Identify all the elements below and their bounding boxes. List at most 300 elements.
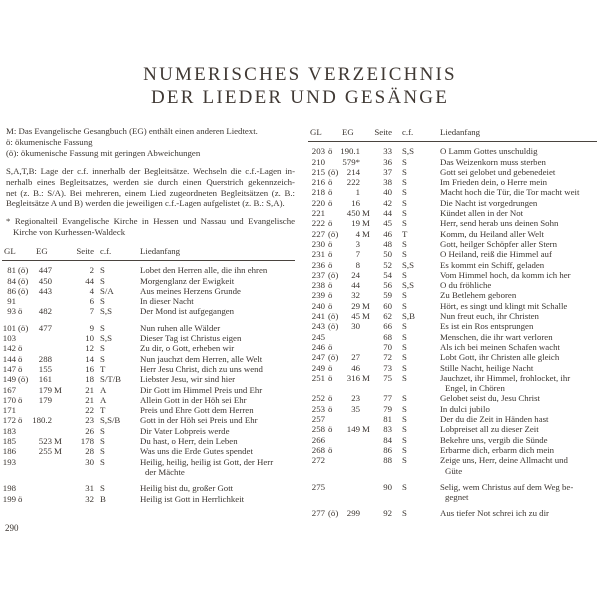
song-title-line: Die Nacht ist vorgedrungen — [440, 197, 538, 208]
song-title-line: Nun ruhen alle Wälder — [140, 322, 221, 333]
seite-number: 44 — [85, 275, 94, 286]
eg-number: 24 — [351, 269, 360, 280]
gl-number: 81 — [7, 265, 16, 276]
gl-number: 101 — [2, 322, 16, 333]
eg-number: 450 — [346, 208, 360, 219]
cf-value: S — [402, 362, 407, 373]
table-row — [2, 483, 295, 493]
seite-number: 56 — [383, 280, 392, 291]
table-row — [2, 354, 295, 364]
song-title-line2: Engel, in Chören — [445, 383, 505, 394]
legend-line-oe-paren: (ö): ökumenische Fassung mit geringen Abweichungen — [6, 147, 201, 158]
seite-number: 9 — [89, 322, 94, 333]
song-title — [140, 483, 295, 493]
gl-number: 238 — [311, 280, 325, 291]
cf-value: S — [100, 456, 105, 467]
seite-number: 42 — [383, 197, 392, 208]
oekumene-marker: ö — [328, 393, 333, 404]
song-title-line: Was uns die Erde Gutes spendet — [140, 446, 253, 457]
header-cf: c.f. — [100, 246, 112, 256]
row-group — [308, 146, 597, 476]
song-title-line: Liebster Jesu, wir sind hier — [140, 374, 236, 385]
seite-number: 40 — [383, 187, 392, 198]
eg-number: 44 — [351, 280, 360, 291]
eg-m-suffix: M — [362, 311, 370, 322]
oekumene-marker: ö — [18, 493, 23, 504]
cf-value: S,S — [100, 306, 112, 317]
row-group — [308, 482, 597, 503]
eg-number: 288 — [38, 353, 52, 364]
legend-text-line: nerhalb eines Begleitsatzes, werden sie durch einen Querstrich gekennzeich- — [6, 176, 295, 187]
song-title — [440, 414, 597, 424]
gl-number: 230 — [311, 238, 325, 249]
gl-number: 147 — [2, 363, 16, 374]
table-row — [308, 332, 597, 342]
eg-number: 477 — [38, 322, 52, 333]
table-row — [308, 373, 597, 394]
song-title — [440, 239, 597, 249]
oekumene-marker: ö — [328, 249, 333, 260]
cf-value: S — [402, 290, 407, 301]
oekumene-marker: ö — [18, 343, 23, 354]
song-title-line: Kündet allen in der Not — [440, 208, 524, 219]
cf-value: S — [402, 177, 407, 188]
header-eg: EG — [342, 127, 354, 137]
table-row — [2, 286, 295, 296]
table-row — [2, 457, 295, 478]
eg-number: 1 — [355, 187, 360, 198]
gl-number: 245 — [311, 331, 325, 342]
cf-value: A — [100, 394, 107, 405]
seite-number: 73 — [383, 362, 392, 373]
song-title — [440, 508, 597, 518]
cf-value: S — [402, 331, 407, 342]
gl-number: 86 — [7, 285, 16, 296]
oekumene-marker: ö — [328, 372, 333, 383]
eg-number: 482 — [38, 306, 52, 317]
song-title-line: Heilig ist Gott in Herrlichkeit — [140, 493, 245, 504]
table-row — [308, 321, 597, 331]
cf-value: S — [402, 238, 407, 249]
song-title-line: Herr Jesu Christ, dich zu uns wend — [140, 363, 263, 374]
gl-number: 266 — [311, 434, 325, 445]
table-row — [2, 364, 295, 374]
song-title-line: Hört, es singt und klingt mit Schalle — [440, 300, 568, 311]
song-title-line: Herr, send herab uns deinen Sohn — [440, 218, 559, 229]
seite-number: 22 — [85, 405, 94, 416]
legend-line-m: M: Das Evangelische Gesangbuch (EG) enthält einen anderen Liedtext. — [6, 126, 258, 136]
eg-m-suffix: M — [362, 218, 370, 229]
song-title-line: Der du die Zeit in Händen hast — [440, 414, 549, 425]
eg-number: 579* — [342, 156, 360, 167]
seite-number: 31 — [85, 483, 94, 494]
song-title-line: Der Mond ist aufgegangen — [140, 306, 235, 317]
cf-value: S/A — [100, 285, 114, 296]
song-title-line: Gott, heilger Schöpfer aller Stern — [440, 238, 558, 249]
seite-number: 62 — [383, 311, 392, 322]
eg-number: 180.2 — [32, 415, 52, 426]
legend-abbreviations — [6, 126, 295, 159]
oekumene-marker: ö — [328, 444, 333, 455]
eg-number: 149 — [346, 424, 360, 435]
row-group — [2, 265, 295, 316]
gl-number: 277 — [311, 508, 325, 519]
seite-number: 70 — [383, 341, 392, 352]
table-row — [2, 296, 295, 306]
seite-number: 14 — [85, 353, 94, 364]
table-row — [308, 157, 597, 167]
gl-number: 220 — [311, 197, 325, 208]
seite-number: 12 — [85, 343, 94, 354]
table-row — [308, 218, 597, 228]
gl-number: 91 — [7, 296, 16, 307]
song-title — [440, 260, 597, 270]
song-title-line: Als ich bei meinen Schafen wacht — [440, 341, 560, 352]
gl-number: 183 — [2, 425, 16, 436]
legend-text-line: net (z. B.: S/A). Bei mehreren, einem Lied zugeordneten Begleitsätzen (z. B.: — [6, 187, 295, 198]
seite-number: 59 — [383, 290, 392, 301]
cf-value: S — [100, 436, 105, 447]
song-title-line: Du hast, o Herr, dein Leben — [140, 436, 238, 447]
oekumene-marker: ö — [18, 394, 23, 405]
table-body-left — [2, 265, 295, 504]
header-seite: Seite — [374, 127, 392, 137]
gl-number: 193 — [2, 456, 16, 467]
cf-value: S — [100, 275, 105, 286]
seite-number: 28 — [85, 446, 94, 457]
eg-number: 23 — [351, 393, 360, 404]
song-title-line: Nun jauchzt dem Herren, alle Welt — [140, 353, 263, 364]
oekumene-marker: ö — [328, 187, 333, 198]
song-title — [440, 342, 597, 352]
table-row — [2, 306, 295, 316]
cf-value: S — [402, 508, 407, 519]
cf-value: S — [402, 156, 407, 167]
eg-number: 190.1 — [340, 146, 360, 157]
page-title — [0, 63, 600, 109]
song-title — [440, 229, 597, 239]
song-title-line: Lobt Gott, ihr Christen alle gleich — [440, 352, 560, 363]
song-title-line: Menschen, die ihr wart verloren — [440, 331, 553, 342]
table-row — [308, 352, 597, 362]
song-title-line: Gott sei gelobet und gebenedeiet — [440, 166, 556, 177]
song-title — [140, 395, 295, 405]
eg-m-suffix: M — [362, 208, 370, 219]
legend-text-line: * Regionalteil Evangelische Kirche in Hessen und Nassau und Evangelische — [6, 216, 295, 227]
legend-regional-footnote — [6, 216, 295, 238]
eg-m-suffix: M — [54, 436, 62, 447]
header-liedanfang: Liedanfang — [440, 127, 481, 137]
legend-text-line: Kirche von Kurhessen-Waldeck — [13, 227, 126, 238]
seite-number: 81 — [383, 414, 392, 425]
song-title — [440, 352, 597, 362]
song-title — [440, 311, 597, 321]
song-title — [440, 321, 597, 331]
song-title — [140, 333, 295, 343]
seite-number: 72 — [383, 352, 392, 363]
cf-value: S,S — [402, 146, 414, 157]
cf-value: S — [402, 455, 407, 466]
seite-number: 48 — [383, 238, 392, 249]
table-row — [2, 333, 295, 343]
song-title-line: Jauchzet, ihr Himmel, frohlocket, ihr — [440, 372, 571, 383]
cf-value: S/T/B — [100, 374, 122, 385]
song-title-line: Nun freut euch, ihr Christen — [440, 311, 539, 322]
table-row — [308, 177, 597, 187]
header-cf: c.f. — [402, 127, 414, 137]
song-title — [440, 167, 597, 177]
table-row — [308, 404, 597, 414]
gl-number: 231 — [311, 249, 325, 260]
gl-number: 149 — [2, 374, 16, 385]
seite-number: 90 — [383, 481, 392, 492]
legend-line-oe: ö: ökumenische Fassung — [6, 136, 93, 147]
song-title-line: Allein Gott in der Höh sei Ehr — [140, 394, 247, 405]
eg-number: 3 — [355, 238, 360, 249]
gl-number: 103 — [2, 333, 16, 344]
gl-number: 247 — [311, 352, 325, 363]
table-row — [308, 455, 597, 476]
song-title-line: Macht hoch die Tür, die Tor macht weit — [440, 187, 580, 198]
song-title — [140, 446, 295, 456]
page-title-line-2: DER LIEDER UND GESÄNGE — [150, 87, 450, 108]
seite-number: 21 — [85, 394, 94, 405]
gl-number: 171 — [2, 405, 16, 416]
gl-number: 198 — [2, 483, 16, 494]
song-title — [140, 415, 295, 425]
page-number: 290 — [5, 523, 19, 533]
gl-number: 241 — [311, 311, 325, 322]
song-title — [140, 296, 295, 306]
eg-number: 214 — [346, 166, 360, 177]
song-title-line: Komm, du Heiland aller Welt — [440, 228, 544, 239]
table-row — [308, 424, 597, 434]
cf-value: S — [100, 446, 105, 457]
cf-value: S — [402, 218, 407, 229]
song-title — [440, 146, 597, 156]
song-title — [440, 249, 597, 259]
song-title-line: Morgenglanz der Ewigkeit — [140, 275, 235, 286]
song-title-line: O du fröhliche — [440, 280, 492, 291]
table-row — [2, 415, 295, 425]
table-row — [308, 260, 597, 270]
song-title — [440, 177, 597, 187]
oekumene-marker: ö — [328, 177, 333, 188]
eg-number: 45 — [351, 311, 360, 322]
seite-number: 46 — [383, 228, 392, 239]
row-group — [308, 508, 597, 518]
song-title — [440, 404, 597, 414]
eg-number: 179 — [38, 384, 52, 395]
song-title-line2: Güte — [445, 465, 463, 476]
seite-number: 45 — [383, 218, 392, 229]
gl-number: 221 — [311, 208, 325, 219]
eg-m-suffix: M — [362, 228, 370, 239]
gl-number: 215 — [311, 166, 325, 177]
eg-m-suffix: M — [362, 300, 370, 311]
cf-value: S — [402, 424, 407, 435]
song-title — [440, 290, 597, 300]
oekumene-marker: (ö) — [18, 374, 29, 385]
gl-number: 258 — [311, 424, 325, 435]
table-row — [308, 229, 597, 239]
oekumene-marker: (ö) — [18, 275, 29, 286]
gl-number: 253 — [311, 403, 325, 414]
table-row — [2, 343, 295, 353]
gl-number: 170 — [2, 394, 16, 405]
song-title-line: O Lamm Gottes unschuldig — [440, 146, 538, 157]
song-title — [140, 426, 295, 436]
table-header-left — [2, 246, 295, 261]
gl-number: 237 — [311, 269, 325, 280]
table-row — [2, 436, 295, 446]
oekumene-marker: ö — [18, 415, 23, 426]
cf-value: S — [402, 444, 407, 455]
eg-number: 4 — [355, 228, 360, 239]
song-title-line: In dieser Nacht — [140, 296, 194, 307]
oekumene-marker: (ö) — [328, 321, 339, 332]
legend-satb-paragraph — [6, 166, 295, 210]
cf-value: S,S — [402, 259, 414, 270]
legend-text-line: Begleitsätze A und B) werden die jeweiligen c.f.-Lagen aufgelistet (z. B.: S,A). — [6, 198, 285, 209]
song-title — [140, 494, 295, 504]
gl-number: 218 — [311, 187, 325, 198]
oekumene-marker: ö — [328, 218, 333, 229]
cf-value: T — [100, 363, 106, 374]
song-title-line: Bekehre uns, vergib die Sünde — [440, 434, 548, 445]
cf-value: T — [402, 228, 408, 239]
song-title — [440, 435, 597, 445]
cf-value: B — [100, 493, 106, 504]
table-row — [308, 311, 597, 321]
song-title — [440, 187, 597, 197]
song-title-line: Gott in der Höh sei Preis und Ehr — [140, 415, 258, 426]
table-row — [2, 276, 295, 286]
eg-number: 155 — [38, 363, 52, 374]
song-title — [140, 276, 295, 286]
seite-number: 21 — [85, 384, 94, 395]
cf-value: T — [100, 405, 106, 416]
seite-number: 6 — [89, 296, 94, 307]
song-title — [140, 343, 295, 353]
table-row — [308, 187, 597, 197]
song-title-line: Im Frieden dein, o Herre mein — [440, 177, 547, 188]
cf-value: S — [402, 341, 407, 352]
gl-number: 199 — [2, 493, 16, 504]
legend-text-line: S,A,T,B: Lage der c.f. innerhalb der Begleitsätze. Wechseln die c.f.-Lagen in- — [6, 165, 295, 176]
cf-value: S — [402, 197, 407, 208]
eg-number: 523 — [38, 436, 52, 447]
oekumene-marker: ö — [328, 300, 333, 311]
seite-number: 86 — [383, 444, 392, 455]
gl-number: 257 — [311, 414, 325, 425]
oekumene-marker: (ö) — [328, 508, 339, 519]
seite-number: 44 — [383, 208, 392, 219]
table-row — [308, 393, 597, 403]
oekumene-marker: ö — [328, 290, 333, 301]
song-title-line: Lobet den Herren alle, die ihn ehren — [140, 265, 268, 276]
table-row — [308, 363, 597, 373]
song-title — [440, 280, 597, 290]
row-group — [2, 483, 295, 504]
cf-value: S — [402, 269, 407, 280]
table-row — [308, 290, 597, 300]
seite-number: 16 — [85, 363, 94, 374]
song-title — [140, 457, 295, 478]
eg-number: 30 — [351, 321, 360, 332]
song-title — [440, 373, 597, 394]
gl-number: 268 — [311, 444, 325, 455]
eg-number: 179 — [38, 394, 52, 405]
eg-number: 29 — [351, 300, 360, 311]
oekumene-marker: ö — [18, 363, 23, 374]
eg-number: 161 — [38, 374, 52, 385]
eg-m-suffix: M — [54, 384, 62, 395]
song-title — [440, 208, 597, 218]
cf-value: S,S — [402, 280, 414, 291]
oekumene-marker: (ö) — [18, 265, 29, 276]
gl-number: 144 — [2, 353, 16, 364]
song-title-line: Gelobet seist du, Jesu Christ — [440, 393, 540, 404]
cf-value: S — [402, 414, 407, 425]
cf-value: S — [402, 187, 407, 198]
song-title-line: Aus tiefer Not schrei ich zu dir — [440, 508, 549, 519]
table-row — [308, 435, 597, 445]
cf-value: S,S — [100, 333, 112, 344]
gl-number: 93 — [7, 306, 16, 317]
table-row — [2, 494, 295, 504]
song-title — [140, 405, 295, 415]
song-title-line: Zu Betlehem geboren — [440, 290, 517, 301]
gl-number: 275 — [311, 481, 325, 492]
song-title-line: Es ist ein Ros entsprungen — [440, 321, 534, 332]
seite-number: 37 — [383, 166, 392, 177]
song-title — [140, 306, 295, 316]
seite-number: 92 — [383, 508, 392, 519]
song-title — [140, 265, 295, 275]
oekumene-marker: ö — [18, 306, 23, 317]
song-title-line: Preis und Ehre Gott dem Herren — [140, 405, 254, 416]
gl-number: 240 — [311, 300, 325, 311]
gl-number: 216 — [311, 177, 325, 188]
seite-number: 75 — [383, 372, 392, 383]
cf-value: S — [100, 343, 105, 354]
table-row — [308, 198, 597, 208]
seite-number: 66 — [383, 321, 392, 332]
oekumene-marker: ö — [328, 238, 333, 249]
eg-number: 46 — [351, 362, 360, 373]
song-title-line: Zeige uns, Herr, deine Allmacht und — [440, 455, 568, 466]
eg-number: 222 — [346, 177, 360, 188]
gl-number: 167 — [2, 384, 16, 395]
song-title — [440, 445, 597, 455]
cf-value: S — [402, 321, 407, 332]
eg-number: 32 — [351, 290, 360, 301]
cf-value: S — [100, 296, 105, 307]
cf-value: S — [402, 393, 407, 404]
seite-number: 33 — [383, 146, 392, 157]
gl-number: 210 — [311, 156, 325, 167]
song-title — [440, 157, 597, 167]
index-table-right — [308, 127, 597, 519]
seite-number: 30 — [85, 456, 94, 467]
table-row — [308, 280, 597, 290]
cf-value: S — [100, 353, 105, 364]
oekumene-marker: ö — [328, 341, 333, 352]
seite-number: 178 — [80, 436, 94, 447]
table-row — [308, 414, 597, 424]
gl-number: 203 — [311, 146, 325, 157]
